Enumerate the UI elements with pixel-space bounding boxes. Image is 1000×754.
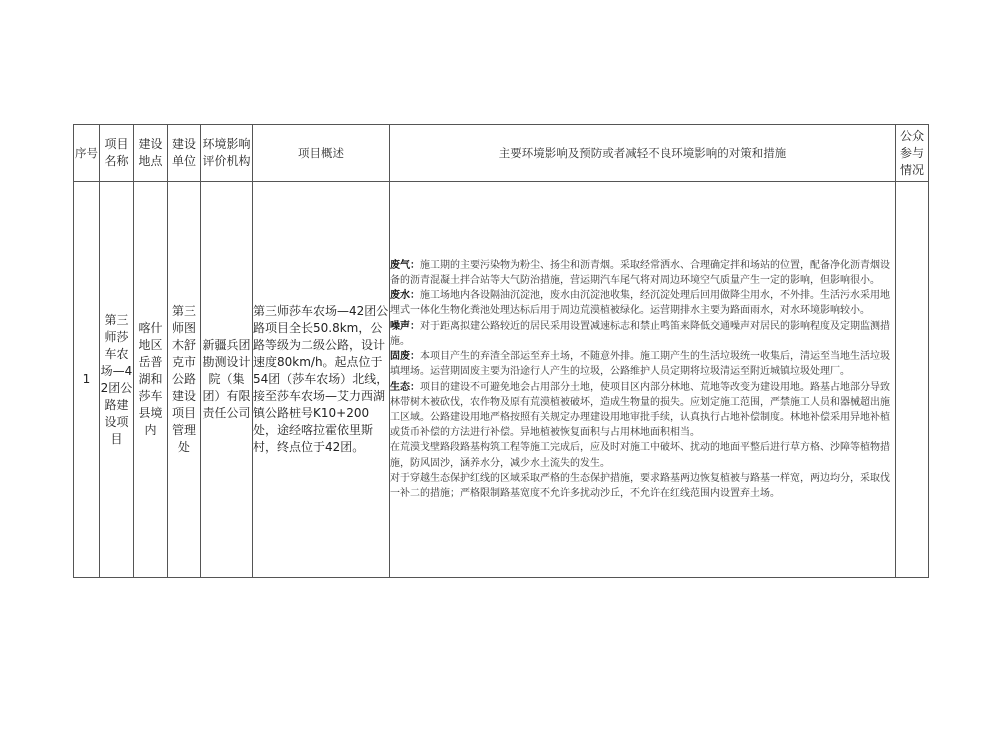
table-row <box>74 182 929 578</box>
header-location: 建设地点 <box>134 125 168 182</box>
header-public-participation: 公众参与情况 <box>896 125 929 182</box>
cell-project-name: 第三师莎车农场—42团公路建设项目 <box>100 182 134 578</box>
header-eia-agency: 环境影响评价机构 <box>201 125 253 182</box>
header-overview: 项目概述 <box>253 125 390 182</box>
measure-paragraph <box>390 258 895 288</box>
cell-overview: 第三师莎车农场—42团公路项目全长50.8km，公路等级为二级公路，设计速度80km/h。起点位于54团（莎车农场）北线，接至莎车农场—艾力西湖镇公路桩号K10+200处，途经喀拉霍依里斯村，终点位于42团。 <box>253 182 390 578</box>
cell-location: 喀什地区岳普湖和莎车县境内 <box>134 182 168 578</box>
measure-label: 固废： <box>390 351 420 363</box>
header-row <box>74 125 929 182</box>
measure-text: 对于穿越生态保护红线的区域采取严格的生态保护措施，要求路基两边恢复植被与路基一样宽，两边均分，采取伐一补二的措施；严格限制路基宽度不允许多扰动沙丘，不允许在红线范围内设置弃土场。 <box>390 472 890 499</box>
measure-text: 施工场地内各设隔油沉淀池，废水由沉淀池收集，经沉淀处理后回用做降尘用水，不外排。生活污水采用地埋式一体化生物化粪池处理达标后用于周边荒漠植被绿化。运营期排水主要为路面雨水，对水环境影响较小。 <box>390 290 890 317</box>
measure-label: 废气： <box>390 259 420 271</box>
cell-public-participation <box>896 182 929 578</box>
cell-seq: 1 <box>74 182 100 578</box>
measure-label: 废水： <box>390 290 420 302</box>
measure-paragraph <box>390 380 895 441</box>
measure-paragraph <box>390 319 895 349</box>
header-seq: 序号 <box>74 125 100 182</box>
header-measures: 主要环境影响及预防或者减轻不良环境影响的对策和措施 <box>390 125 896 182</box>
measure-text: 在荒漠戈壁路段路基构筑工程等施工完成后，应及时对施工中破坏、扰动的地面平整后进行草方格、沙障等植物措施，防风固沙，涵养水分，减少水土流失的发生。 <box>390 442 890 469</box>
header-unit: 建设单位 <box>168 125 201 182</box>
measure-text: 施工期的主要污染物为粉尘、扬尘和沥青烟。采取经常洒水、合理确定拌和场站的位置，配备净化沥青烟设备的沥青混凝土拌合站等大气防治措施，营运期汽车尾气将对周边环境空气质量产生一定的影响，但影响很小。 <box>390 259 890 287</box>
measure-label: 生态： <box>390 381 420 393</box>
cell-measures <box>390 182 896 578</box>
measure-text: 对于距离拟建公路较近的居民采用设置减速标志和禁止鸣笛来降低交通噪声对居民的影响程度及定期监测措施。 <box>390 320 890 347</box>
measure-paragraph <box>390 471 895 501</box>
cell-eia-agency: 新疆兵团勘测设计院（集团）有限责任公司 <box>201 182 253 578</box>
measure-text: 项目的建设不可避免地会占用部分土地，使项目区内部分林地、荒地等改变为建设用地。路基占地部分导致林带树木被砍伐，农作物及原有荒漠植被破坏，造成生物量的损失。应划定施工范围，严禁施工人员和器械超出施工区域。公路建设用地严格按照有关规定办理建设用地审批手续，认真执行占地补偿制度。林地补偿采用异地补植或货币补偿的方法进行补偿。异地植被恢复面积与占用林地面积相当。 <box>390 381 890 439</box>
measure-text: 本项目产生的弃渣全部运至弃土场，不随意外排。施工期产生的生活垃圾统一收集后，清运至当地生活垃圾填埋场。运营期固废主要为沿途行人产生的垃圾，公路维护人员定期将垃圾清运至附近城镇垃圾处理厂。 <box>390 351 890 378</box>
header-project-name: 项目名称 <box>100 125 134 182</box>
measure-paragraph <box>390 349 895 379</box>
measure-label: 噪声： <box>390 320 420 332</box>
measure-paragraph <box>390 440 895 470</box>
measure-paragraph <box>390 288 895 318</box>
cell-unit: 第三师图木舒克市公路建设项目管理处 <box>168 182 201 578</box>
eia-project-table <box>73 124 929 578</box>
